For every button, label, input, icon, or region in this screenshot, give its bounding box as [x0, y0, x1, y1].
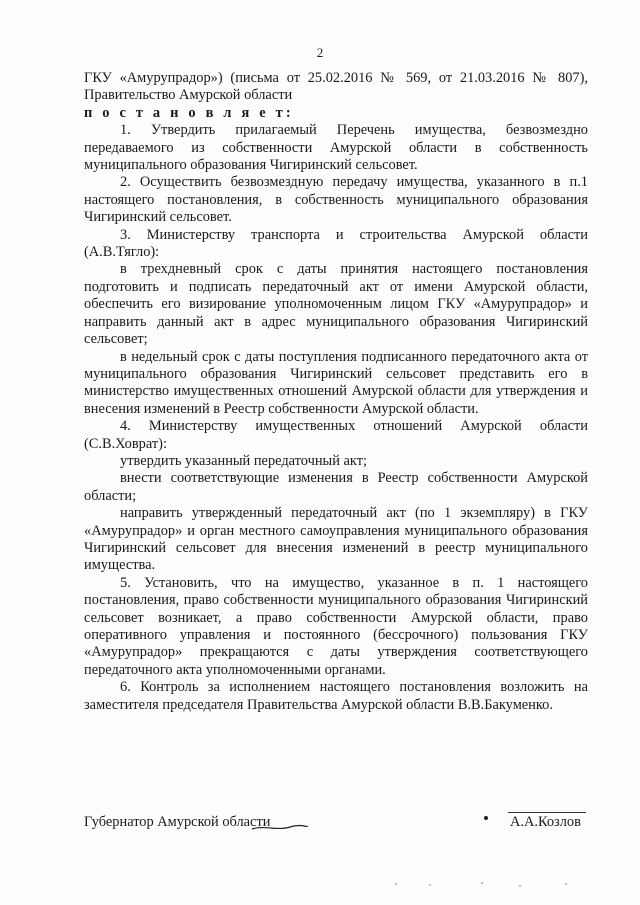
- signature-dot: [484, 816, 488, 820]
- clause-4b: внести соответствующие изменения в Реестр собственности Амурской области;: [84, 470, 588, 504]
- intro-paragraph: ГКУ «Амурупрадор») (письма от 25.02.2016 № 569, от 21.03.2016 № 807), Правительство Амурской области: [84, 70, 588, 104]
- clause-4c: направить утвержденный передаточный акт (по 1 экземпляру) в ГКУ «Амурупрадор» и орган местного самоуправления муниципального образования Чигиринский сельсовет для внесения изменений в реестр муниципального имущества.: [84, 505, 588, 574]
- clause-6: 6. Контроль за исполнением настоящего постановления возложить на заместителя председателя Правительства Амурской области В.В.Бакуменко.: [84, 679, 588, 713]
- document-body: [84, 70, 588, 714]
- clause-3b: в недельный срок с даты поступления подписанного передаточного акта от муниципального образования Чигиринский сельсовет представить его в министерство имущественных отношений Амурской области для утверждения и внесения изменений в Реестр собственности Амурской области.: [84, 348, 588, 417]
- clause-4: 4. Министерству имущественных отношений Амурской области (С.В.Ховрат):: [84, 418, 588, 452]
- clause-3a: в трехдневный срок с даты принятия настоящего постановления подготовить и подписать передаточный акт от имени Амурской области, обеспечить его визирование уполномоченным лицом ГКУ «Амурупрадор» и направить данный акт в адрес муниципального образования Чигиринский сельсовет;: [84, 261, 588, 348]
- clause-5: 5. Установить, что на имущество, указанное в п. 1 настоящего постановления, право собственности муниципального образования Чигиринский сельсовет возникает, а право собственности Амурской области, право оперативного управления и постоянного (бессрочного) пользования ГКУ «Амурупрадор» прекращаются с даты утверждения соответствующего передаточного акта уполномоченными органами.: [84, 574, 588, 678]
- scan-specks: [390, 880, 590, 890]
- signature-position: Губернатор Амурской области: [84, 814, 271, 830]
- signature-name: А.А.Козлов: [510, 814, 581, 830]
- handwritten-signature-mark: [250, 822, 310, 836]
- clause-4a: утвердить указанный передаточный акт;: [120, 452, 367, 469]
- clause-2: 2. Осуществить безвозмездную передачу имущества, указанного в п.1 настоящего постановления, в собственность муниципального образования Чигиринский сельсовет.: [84, 174, 588, 226]
- clause-3: 3. Министерству транспорта и строительства Амурской области (А.В.Тягло):: [84, 226, 588, 261]
- clause-1: 1. Утвердить прилагаемый Перечень имущества, безвозмездно передаваемого из собственности Амурской области в собственность муниципального образования Чигиринский сельсовет.: [84, 122, 588, 174]
- decree-word: п о с т а н о в л я е т:: [84, 104, 294, 121]
- page-number: 2: [316, 45, 324, 60]
- signature-line: [508, 812, 586, 813]
